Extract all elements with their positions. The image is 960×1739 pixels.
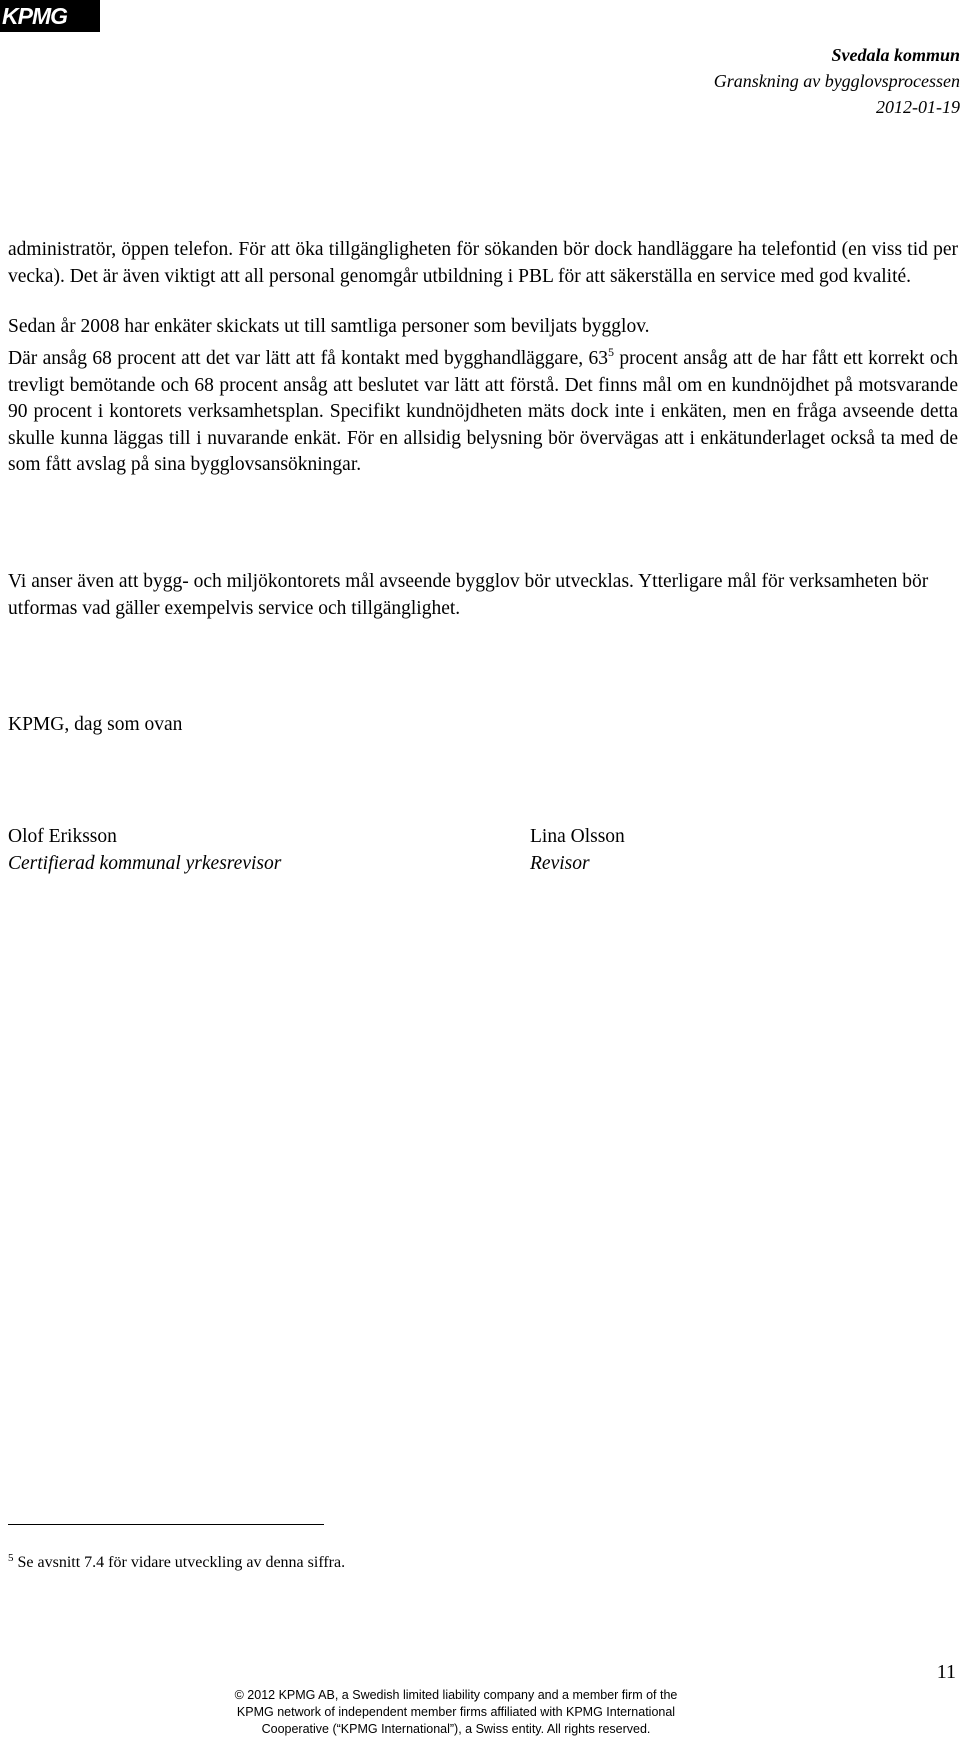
page-number: 11	[936, 1661, 956, 1683]
signature-block-1	[8, 823, 281, 877]
logo-text: KPMG	[2, 3, 67, 29]
copyright-line: KPMG network of independent member firms affiliated with KPMG International	[236, 1705, 676, 1719]
header-organization: Svedala kommun	[831, 45, 960, 65]
copyright-line: Cooperative (“KPMG International”), a Swiss entity. All rights reserved.	[261, 1722, 651, 1736]
document-header	[640, 42, 960, 120]
footnote	[8, 1552, 345, 1574]
paragraph-1: administratör, öppen telefon. För att öka tillgängligheten för sökanden bör dock handläggare ha telefontid (en viss tid per vecka). Det är även viktigt att all personal genomgår utbildning i PBL för att säkerställa en service med god kvalité.	[8, 239, 958, 287]
header-report-title: Granskning av bygglovsprocessen	[713, 71, 960, 91]
signature-role: Certifierad kommunal yrkesrevisor	[8, 853, 282, 874]
kpmg-logo	[0, 0, 100, 32]
paragraph-3-part-2: procent ansåg att de har fått ett korrekt och trevligt bemötande och 68 procent ansåg att beslutet var lätt att förstå. Det finns mål om en kundnöjdhet på motsvarande 90 procent i kontorets verksamhetsplan. Specifikt kundnöjdheten mäts dock inte i enkäten, men en fråga avseende detta skulle kunna läggas till i nuvarande enkät. För en allsidig belysning bör övervägas att i enkätunderlaget också ta med de som fått avslag på sina bygglovsansökningar.	[8, 348, 958, 475]
paragraph-4: Vi anser även att bygg- och miljökontorets mål avseende bygglov bör utvecklas. Ytterligare mål för verksamheten bör utformas vad gäller exempelvis service och tillgänglighet.	[8, 571, 929, 619]
copyright-line: © 2012 KPMG AB, a Swedish limited liability company and a member firm of the	[234, 1688, 678, 1702]
closing-line: KPMG, dag som ovan	[8, 714, 183, 735]
signature-name: Olof Eriksson	[8, 826, 117, 847]
paragraph-3-part-1: Där ansåg 68 procent att det var lätt att få kontakt med bygghandläggare, 63	[8, 348, 608, 369]
header-date: 2012-01-19	[876, 97, 960, 117]
signature-name: Lina Olsson	[530, 826, 625, 847]
footnote-number: 5	[8, 1552, 14, 1564]
footnote-reference: 5	[607, 345, 614, 359]
copyright-notice	[206, 1687, 706, 1738]
footnote-text: Se avsnitt 7.4 för vidare utveckling av denna siffra.	[13, 1554, 346, 1571]
signature-role: Revisor	[530, 853, 590, 874]
paragraph-2: Sedan år 2008 har enkäter skickats ut till samtliga personer som beviljats bygglov.	[8, 316, 650, 337]
signature-block-2	[530, 823, 625, 877]
paragraph-3	[8, 346, 958, 479]
footnote-divider	[8, 1524, 324, 1525]
